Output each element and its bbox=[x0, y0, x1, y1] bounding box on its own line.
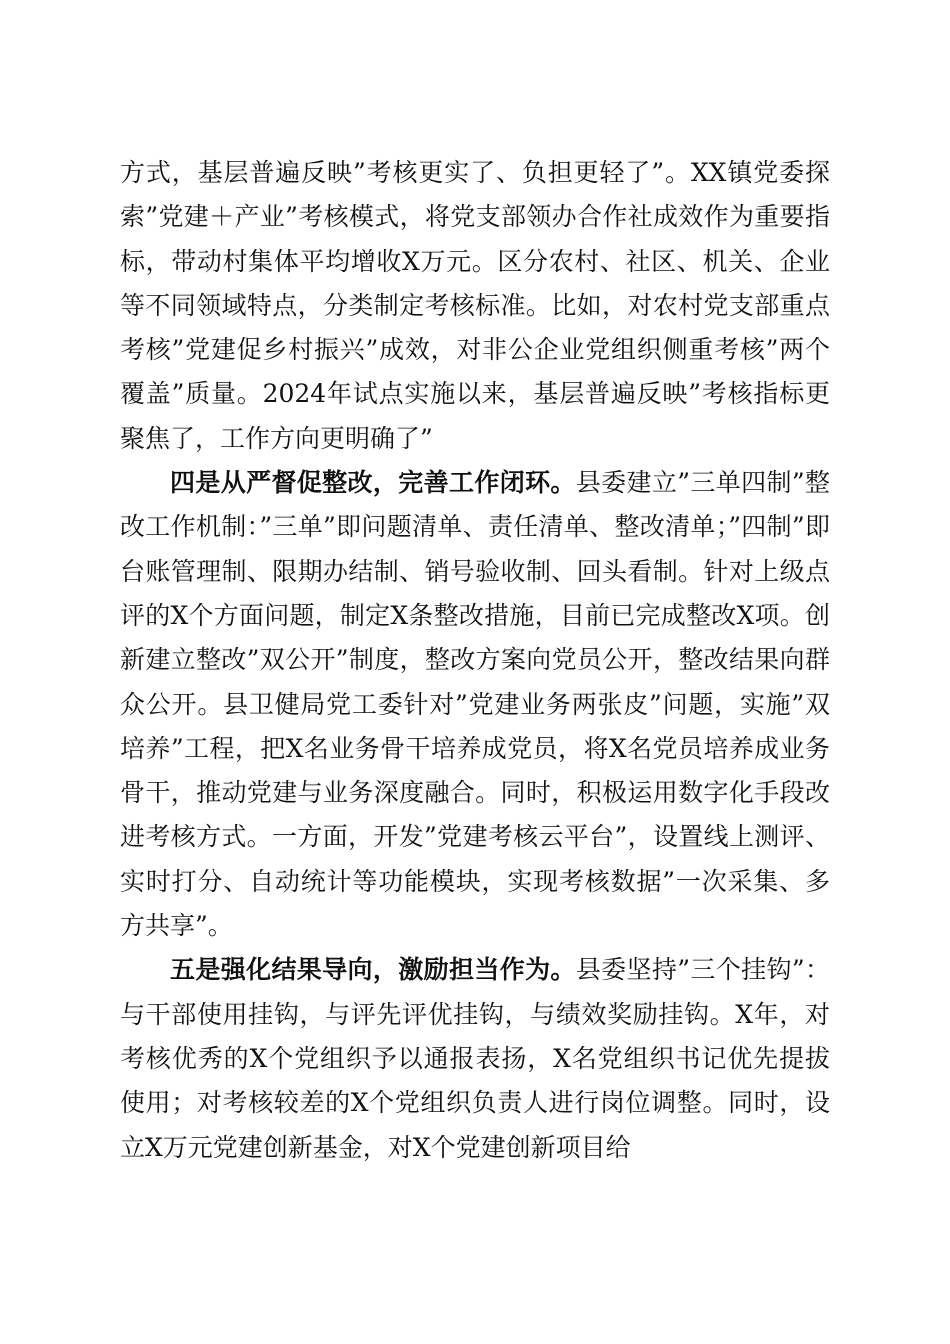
paragraph-continued bbox=[120, 151, 830, 461]
paragraph-text: 县委建立”三单四制”整改工作机制：”三单”即问题清单、责任清单、整改清单；”四制”即台账管理制、限期办结制、销号验收制、回头看制。针对上级点评的X个方面问题，制定X条整改措施，目前已完成整改X项。创新建立整改”双公开”制度，整改方案向党员公开，整改结果向群众公开。县卫健局党工委针对”党建业务两张皮”问题，实施”双培养”工程，把X名业务骨干培养成党员，将X名党员培养成业务骨干，推动党建与业务深度融合。同时，积极运用数字化手段改进考核方式。一方面，开发”党建考核云平台”，设置线上测评、实时打分、自动统计等功能模块，实现考核数据”一次采集、多方共享”。 bbox=[120, 468, 830, 941]
document-body bbox=[120, 151, 830, 1170]
paragraph-text: 县委坚持”三个挂钩”：与干部使用挂钩，与评先评优挂钩，与绩效奖励挂钩。X年，对考核优秀的X个党组织予以通报表扬，X名党组织书记优先提拔使用；对考核较差的X个党组织负责人进行岗位调整。同时，设立X万元党建创新基金，对X个党建创新项目给 bbox=[120, 955, 830, 1162]
paragraph-heading: 五是强化结果导向，激励担当作为。 bbox=[170, 955, 576, 985]
paragraph-five bbox=[120, 948, 830, 1169]
paragraph-text: 方式，基层普遍反映”考核更实了、负担更轻了”。XX镇党委探索”党建＋产业”考核模式，将党支部领办合作社成效作为重要指标，带动村集体平均增收X万元。区分农村、社区、机关、企业等不同领域特点，分类制定考核标准。比如，对农村党支部重点考核”党建促乡村振兴”成效，对非公企业党组织侧重考核”两个覆盖”质量。2024年试点实施以来，基层普遍反映”考核指标更聚焦了，工作方向更明确了” bbox=[120, 158, 830, 453]
paragraph-four bbox=[120, 461, 830, 948]
paragraph-heading: 四是从严督促整改，完善工作闭环。 bbox=[170, 468, 576, 498]
